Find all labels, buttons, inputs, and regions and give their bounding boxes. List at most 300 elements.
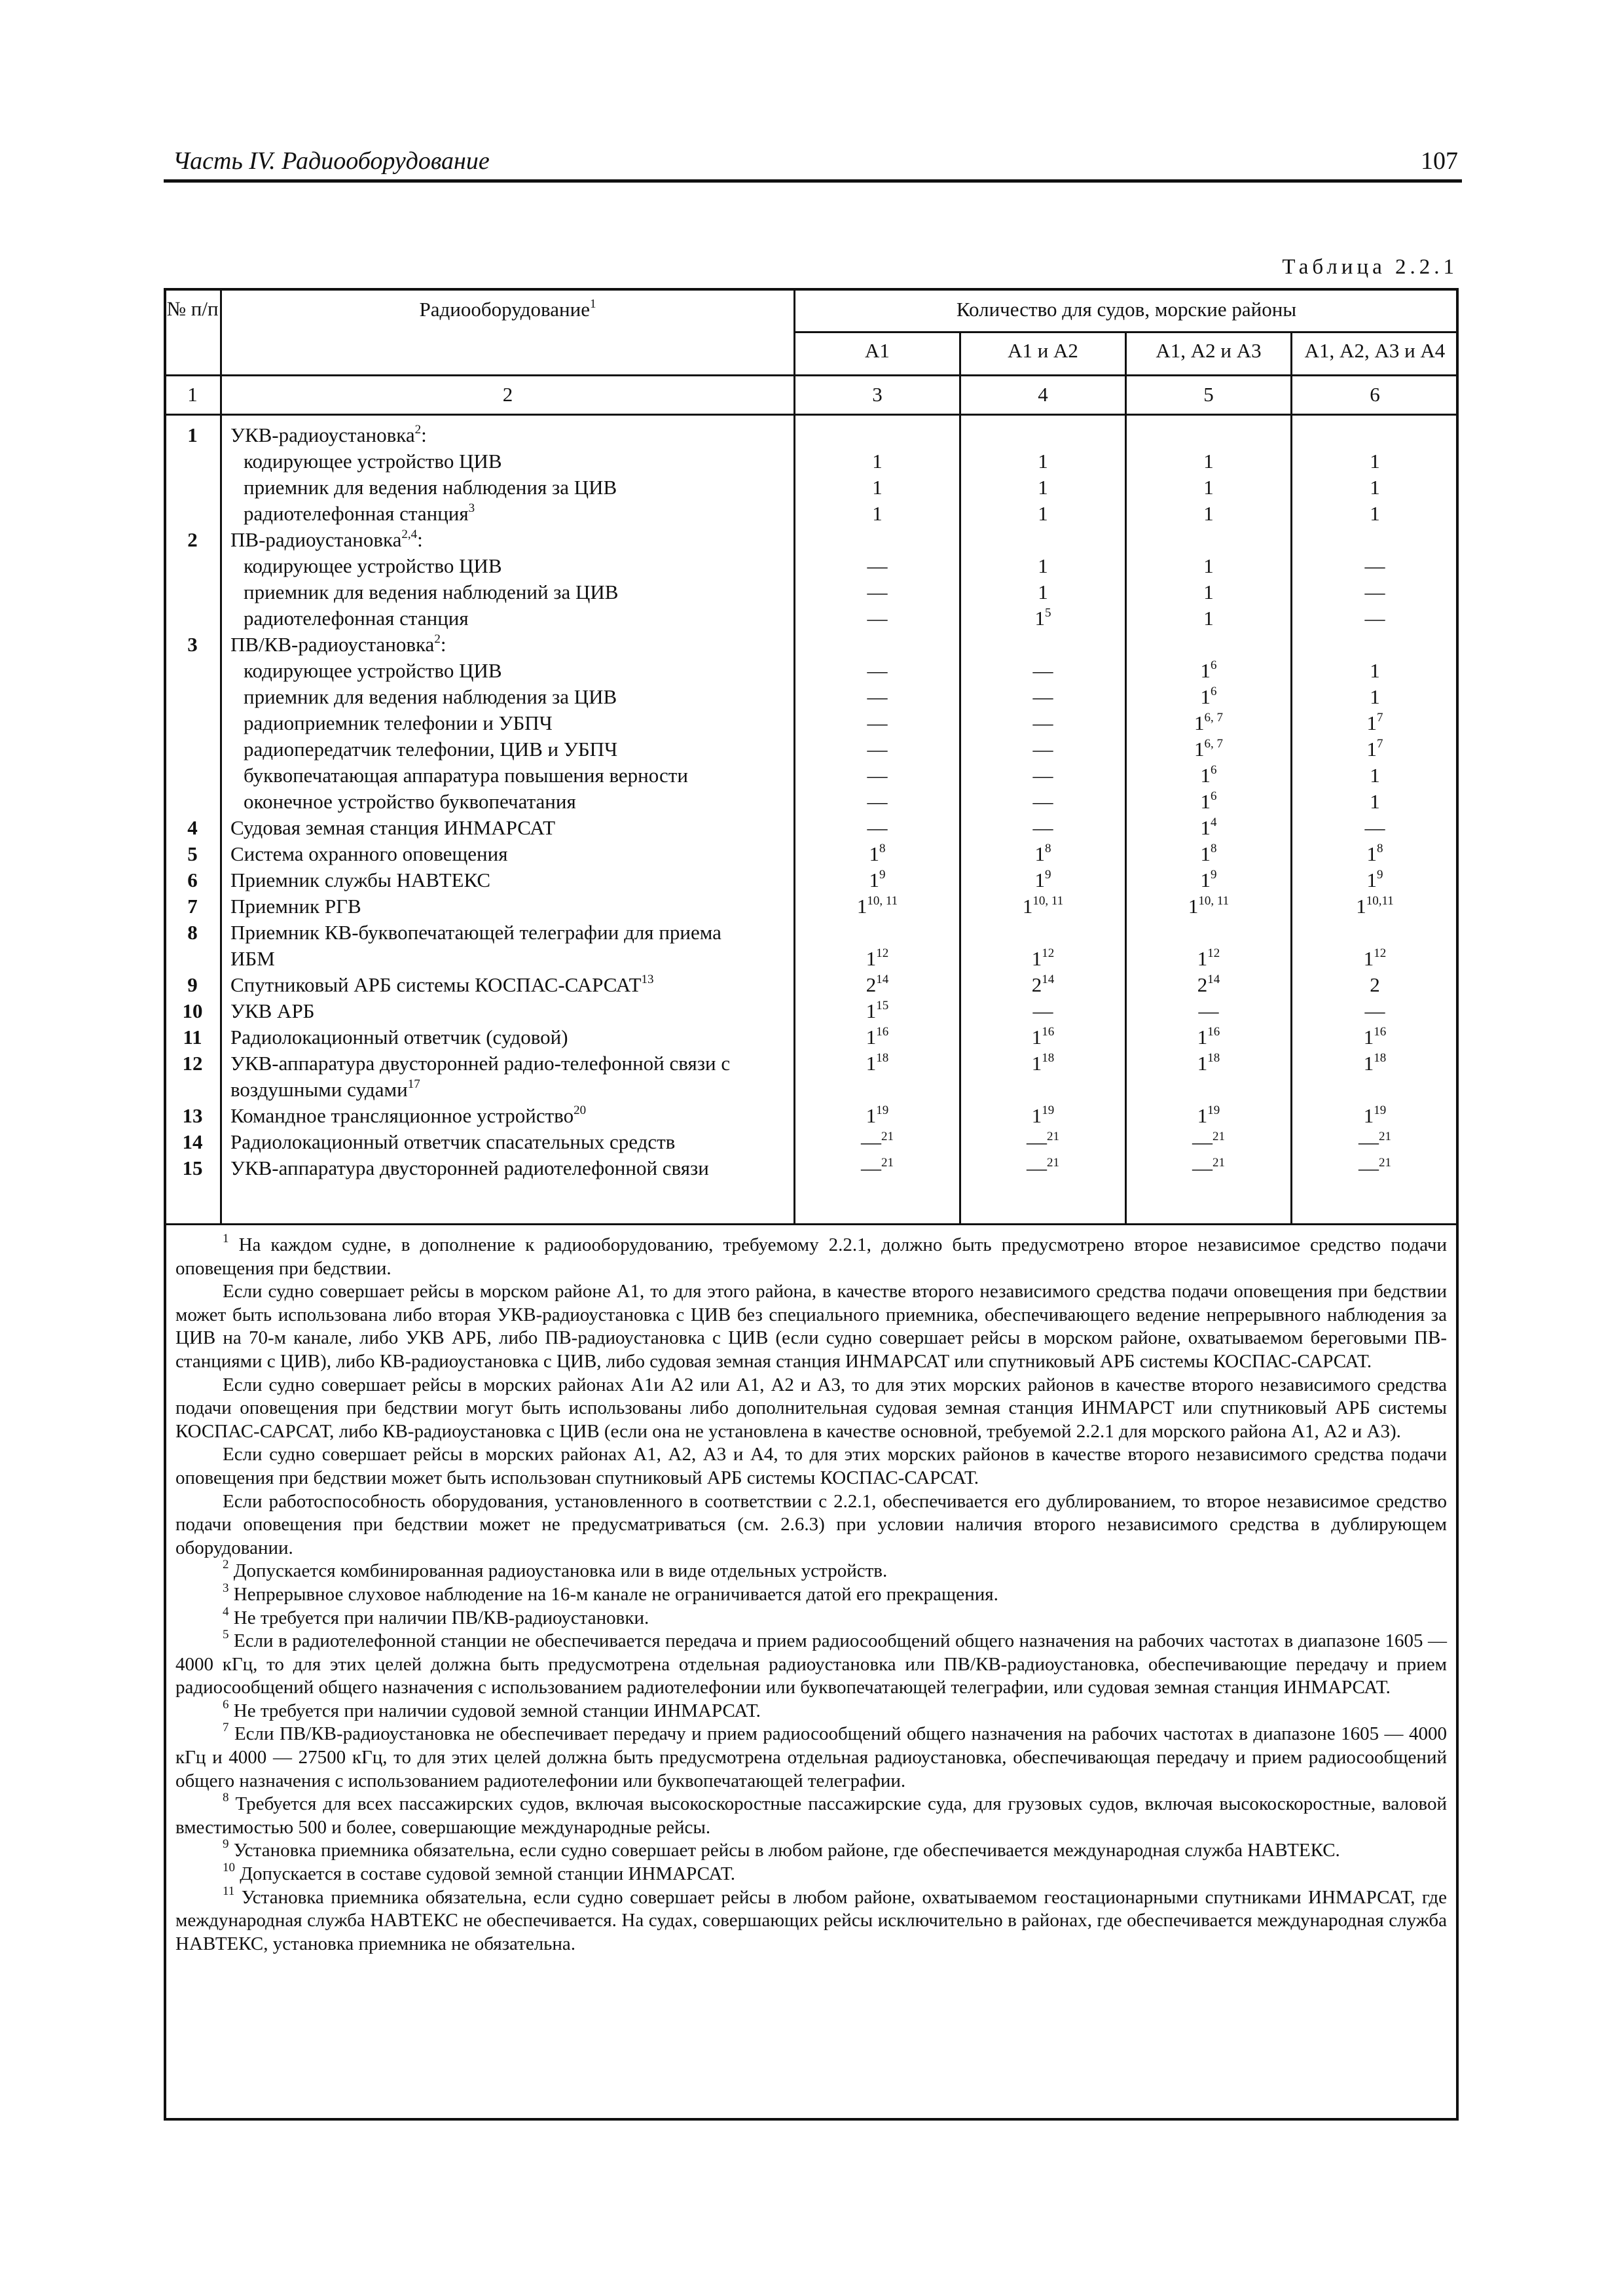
footnote-ref: 9 <box>1211 868 1217 882</box>
quantity-cell <box>1292 762 1457 789</box>
quantity-value: 1 <box>866 1026 877 1049</box>
footnote-ref: 21 <box>1047 1156 1059 1170</box>
quantity-value: 1 <box>1031 947 1042 970</box>
quantity-value: 2 <box>866 973 877 996</box>
quantity-value: 2 <box>1370 973 1380 996</box>
quantity-cell <box>961 736 1125 762</box>
quantity-value: 1 <box>866 999 877 1022</box>
quantity-cell <box>961 972 1125 998</box>
footnote-text: Установка приемника обязательна, если судно совершает рейсы в любом районе, охватываемом геостационарными спутниками ИНМАРСАТ, где международная служба НАВТЕКС не обеспечивается. На судах, совершающих рейсы исключительно в районах, где обеспечивается международная служба НАВТЕКС, установка приемника не обязательна. <box>175 1886 1448 1954</box>
quantity-value: — <box>1192 1130 1213 1153</box>
quantity-cell <box>1127 448 1290 475</box>
quantity-value: 1 <box>1197 947 1208 970</box>
quantity-cell <box>795 815 959 841</box>
table-caption: Таблица 2.2.1 <box>1282 255 1458 279</box>
quantity-value: — <box>1032 738 1053 761</box>
equipment-text: воздушными судами <box>230 1078 408 1101</box>
quantity-cell <box>1127 736 1290 762</box>
equipment-name <box>244 605 469 632</box>
quantity-value: 1 <box>1366 738 1377 761</box>
quantity-cell <box>1292 605 1457 632</box>
quantity-cell <box>795 998 959 1024</box>
quantity-cell <box>961 553 1125 579</box>
header-title: Часть IV. Радиооборудование <box>173 147 490 175</box>
quantity-value: 1 <box>1370 685 1380 708</box>
equipment-name <box>230 815 555 841</box>
equipment-text: радиопередатчик телефонии, ЦИВ и УБПЧ <box>244 738 618 761</box>
quantity-value: 1 <box>1203 476 1214 499</box>
footnote-ref: 18 <box>876 1051 889 1065</box>
equipment-text: Радиолокационный ответчик спасательных средств <box>230 1130 676 1153</box>
row-number: 3 <box>187 633 198 656</box>
quantity-cell <box>961 658 1125 684</box>
quantity-value: — <box>1359 1157 1379 1179</box>
footnote <box>175 1723 1447 1793</box>
quantity-cell <box>961 684 1125 710</box>
quantity-value: — <box>867 738 888 761</box>
quantity-cell <box>795 893 959 920</box>
footnote-ref: 12 <box>1207 946 1220 960</box>
row-number: 2 <box>187 528 198 551</box>
footnote-ref: 10,11 <box>1366 894 1394 908</box>
quantity-cell <box>1292 475 1457 501</box>
footnote-ref: 18 <box>1374 1051 1387 1065</box>
quantity-value: 2 <box>1031 973 1042 996</box>
quantity-value: — <box>1198 999 1219 1022</box>
quantity-value: 1 <box>1370 659 1380 682</box>
quantity-cell <box>1292 658 1457 684</box>
row-number: 9 <box>187 973 198 996</box>
equipment-text: Радиолокационный ответчик (судовой) <box>230 1026 568 1049</box>
quantity-value: 1 <box>1366 869 1377 891</box>
row-number: 10 <box>182 999 203 1022</box>
quantity-value: — <box>1032 790 1053 813</box>
quantity-value: 2 <box>1197 973 1208 996</box>
footnote-ref: 21 <box>1379 1130 1391 1143</box>
quantity-cell <box>1127 1024 1290 1050</box>
equipment-text: приемник для ведения наблюдений за ЦИВ <box>244 581 619 603</box>
quantity-cell <box>961 867 1125 893</box>
footnote-ref: 16 <box>1207 1025 1220 1039</box>
footnote-ref: 15 <box>876 999 889 1013</box>
quantity-cell <box>961 475 1125 501</box>
quantity-cell <box>961 998 1125 1024</box>
footnote-ref: 6 <box>1211 658 1217 672</box>
equipment-name <box>230 893 361 920</box>
footnote-ref: 20 <box>574 1103 587 1117</box>
footnote <box>175 1443 1447 1490</box>
quantity-value: 1 <box>1034 842 1045 865</box>
equipment-text: кодирующее устройство ЦИВ <box>244 659 502 682</box>
quantity-value: 1 <box>1197 1026 1208 1049</box>
equipment-text: УКВ АРБ <box>230 999 315 1022</box>
footnote-text: Допускается в составе судовой земной станции ИНМАРСАТ. <box>240 1863 735 1885</box>
footnote-number: 9 <box>223 1837 229 1852</box>
quantity-value: — <box>867 685 888 708</box>
quantity-cell <box>1127 1129 1290 1155</box>
quantity-value: — <box>867 816 888 839</box>
quantity-cell <box>961 789 1125 815</box>
row-number: 1 <box>187 423 198 446</box>
equipment-name <box>230 1103 586 1129</box>
quantity-value: 1 <box>1031 1104 1042 1127</box>
footnote-ref: 10, 11 <box>867 894 898 908</box>
quantity-value: 1 <box>1197 1104 1208 1127</box>
row-divider <box>165 414 1457 416</box>
quantity-value: 1 <box>1031 1026 1042 1049</box>
row-number: 11 <box>183 1026 202 1049</box>
footnote <box>175 1697 1447 1723</box>
quantity-cell <box>1292 867 1457 893</box>
equipment-text: УКВ-аппаратура двусторонней радиотелефонной связи <box>230 1157 709 1179</box>
quantity-value: 1 <box>1022 895 1033 918</box>
col-number: 6 <box>1370 383 1380 406</box>
quantity-value: 1 <box>1363 1052 1374 1075</box>
equipment-name <box>230 1155 709 1181</box>
header-area: А1, А2 и А3 <box>1156 339 1262 362</box>
equipment-text: оконечное устройство буквопечатания <box>244 790 576 813</box>
quantity-value: 1 <box>1200 764 1211 787</box>
footnote <box>175 1604 1447 1630</box>
footnote-ref: 2 <box>414 423 422 437</box>
equipment-text: Спутниковый АРБ системы КОСПАС-САРСАТ <box>230 973 642 996</box>
quantity-cell <box>1292 1024 1457 1050</box>
quantity-cell <box>1127 841 1290 867</box>
quantity-value: 1 <box>1356 895 1366 918</box>
footnote-ref: 19 <box>1042 1103 1055 1117</box>
quantity-value: — <box>861 1130 881 1153</box>
row-number: 7 <box>187 895 198 918</box>
footnote-ref: 5 <box>1045 606 1051 620</box>
footnote-ref: 17 <box>407 1077 420 1091</box>
equipment-name <box>244 475 617 501</box>
footnote <box>175 1793 1447 1839</box>
footnote-text: На каждом судне, в дополнение к радиооборудованию, требуемому 2.2.1, должно быть предусмотрено второе независимое средство подачи оповещения при бедствии. <box>175 1234 1448 1279</box>
header-quantity: Количество для судов, морские районы <box>956 298 1297 321</box>
quantity-cell <box>1127 815 1290 841</box>
footnote <box>175 1863 1447 1886</box>
footnote-ref: 9 <box>1045 868 1051 882</box>
quantity-value: 1 <box>1203 450 1214 473</box>
footnote-ref: 16 <box>1374 1025 1387 1039</box>
footnote <box>175 1630 1447 1700</box>
quantity-value: 1 <box>866 947 877 970</box>
quantity-value: 1 <box>1200 659 1211 682</box>
quantity-value: — <box>1032 764 1053 787</box>
footnote-number: 10 <box>223 1861 235 1875</box>
footnote-ref: 19 <box>1374 1103 1387 1117</box>
footnote-text: Допускается комбинированная радиоустановка или в виде отдельных устройств. <box>233 1560 888 1582</box>
quantity-value: 1 <box>872 502 883 525</box>
footnote-ref: 16 <box>1042 1025 1055 1039</box>
quantity-value: — <box>1027 1130 1047 1153</box>
quantity-cell <box>1292 972 1457 998</box>
quantity-value: 1 <box>1203 607 1214 630</box>
quantity-cell <box>1127 501 1290 527</box>
footnote-ref: 10, 11 <box>1032 894 1064 908</box>
quantity-cell <box>1127 605 1290 632</box>
quantity-cell <box>795 605 959 632</box>
quantity-cell <box>1127 893 1290 920</box>
equipment-name <box>244 658 502 684</box>
quantity-value: — <box>867 554 888 577</box>
footnote-ref: 2,4 <box>401 528 418 541</box>
equipment-name <box>244 736 617 762</box>
footnote-text: Если судно совершает рейсы в морских районах А1, А2, А3 и А4, то для этих морских районов в качестве второго независимого средства подачи оповещения при бедствии может быть использован спутниковый АРБ системы КОСПАС-САРСАТ. <box>175 1444 1447 1488</box>
footnote-text: Непрерывное слуховое наблюдение на 16-м канале не ограничивается датой его прекращения. <box>233 1583 998 1605</box>
footnote-number: 4 <box>223 1604 229 1619</box>
col-number: 4 <box>1038 383 1048 406</box>
quantity-cell <box>795 867 959 893</box>
quantity-cell <box>961 605 1125 632</box>
footnote-ref: 14 <box>1207 973 1220 986</box>
quantity-cell <box>1127 762 1290 789</box>
footnote-text: Если работоспособность оборудования, установленного в соответствии с 2.2.1, обеспечивается его дублированием, то второе независимое средство подачи оповещения при бедствии может не предусматриваться (см. 2.6.3) при условии наличия второго независимого средства в дублирующем оборудовании. <box>175 1490 1447 1558</box>
footnote-ref: 14 <box>1042 973 1055 986</box>
equipment-text: буквопечатающая аппаратура повышения верности <box>244 764 688 787</box>
equipment-text: Командное трансляционное устройство <box>230 1104 574 1127</box>
footnote-ref: 19 <box>876 1103 889 1117</box>
equipment-text: приемник для ведения наблюдения за ЦИВ <box>244 476 617 499</box>
equipment-suffix: : <box>421 423 427 446</box>
footnote-ref: 8 <box>1377 842 1383 855</box>
quantity-cell <box>961 448 1125 475</box>
quantity-cell <box>795 789 959 815</box>
equipment-text: Приемник РГВ <box>230 895 361 918</box>
quantity-cell <box>1127 710 1290 736</box>
quantity-cell <box>1127 998 1290 1024</box>
quantity-cell <box>795 448 959 475</box>
quantity-cell <box>961 815 1125 841</box>
quantity-value: — <box>867 659 888 682</box>
quantity-cell <box>1292 789 1457 815</box>
quantity-value: 1 <box>1370 476 1380 499</box>
quantity-cell <box>1127 658 1290 684</box>
quantity-cell <box>961 762 1125 789</box>
footnote-number: 2 <box>223 1558 229 1572</box>
quantity-value: — <box>867 711 888 734</box>
quantity-cell <box>1292 946 1457 972</box>
quantity-cell <box>795 710 959 736</box>
header-area: А1 и А2 <box>1008 339 1078 362</box>
row-number: 5 <box>187 842 198 865</box>
footnote <box>175 1839 1447 1863</box>
quantity-value: 1 <box>1038 476 1048 499</box>
equipment-name <box>244 501 475 527</box>
quantity-cell <box>795 972 959 998</box>
quantity-value: 1 <box>869 869 879 891</box>
footnote-ref: 8 <box>879 842 886 855</box>
quantity-cell <box>1127 867 1290 893</box>
quantity-value: 1 <box>1366 842 1377 865</box>
footnote-number: 5 <box>223 1628 229 1642</box>
equipment-suffix: : <box>440 633 447 656</box>
quantity-cell <box>795 658 959 684</box>
quantity-value: 1 <box>856 895 867 918</box>
quantity-cell <box>961 946 1125 972</box>
equipment-name <box>230 527 423 553</box>
quantity-value: — <box>1027 1157 1047 1179</box>
footnote-ref: 4 <box>1211 816 1217 829</box>
quantity-cell <box>1292 1103 1457 1129</box>
row-divider <box>165 374 1457 376</box>
running-header <box>164 145 1462 183</box>
quantity-value: — <box>1032 659 1053 682</box>
footnote-ref: 7 <box>1377 737 1383 751</box>
equipment-text: ИБМ <box>230 947 275 970</box>
footnote-ref: 12 <box>876 946 889 960</box>
col-number: 2 <box>502 383 513 406</box>
equipment-text: ПВ-радиоустановка <box>230 528 402 551</box>
quantity-cell <box>1292 841 1457 867</box>
quantity-value: 1 <box>1370 790 1380 813</box>
quantity-value: 1 <box>1034 607 1045 630</box>
quantity-cell <box>1127 684 1290 710</box>
quantity-cell <box>795 1050 959 1077</box>
footnote-ref: 8 <box>1045 842 1051 855</box>
equipment-name <box>244 762 688 789</box>
quantity-value: 1 <box>1038 581 1048 603</box>
equipment-text: УКВ-аппаратура двусторонней радио-телефонной связи с <box>230 1052 731 1075</box>
footnote <box>175 1490 1447 1560</box>
quantity-cell <box>961 841 1125 867</box>
quantity-value: — <box>1364 607 1385 630</box>
quantity-cell <box>961 710 1125 736</box>
footnote <box>175 1560 1447 1583</box>
footnote-text: Требуется для всех пассажирских судов, включая высокоскоростные пассажирские суда, для грузовых судов, включая высокоскоростные, валовой вместимостью 500 и более, совершающие международные рейсы. <box>175 1793 1448 1838</box>
quantity-cell <box>1127 1103 1290 1129</box>
quantity-value: — <box>1032 816 1053 839</box>
quantity-value: 1 <box>1197 1052 1208 1075</box>
footnote-ref: 2 <box>434 632 441 646</box>
quantity-value: 1 <box>1363 947 1374 970</box>
quantity-cell <box>1292 1155 1457 1181</box>
footnote-ref: 9 <box>879 868 886 882</box>
footnote-ref: 6 <box>1211 789 1217 803</box>
footnote-number: 6 <box>223 1697 229 1712</box>
footnote-divider <box>165 1223 1457 1225</box>
equipment-text: ПВ/КВ-радиоустановка <box>230 633 435 656</box>
row-number: 12 <box>182 1052 203 1075</box>
footnote-ref: 6 <box>1211 763 1217 777</box>
quantity-cell <box>1292 1050 1457 1077</box>
quantity-value: 1 <box>1194 711 1205 734</box>
footnote-ref: 19 <box>1207 1103 1220 1117</box>
footnote-ref: 18 <box>1207 1051 1220 1065</box>
quantity-cell <box>1292 448 1457 475</box>
equipment-name <box>230 946 275 972</box>
footnote-ref: 12 <box>1042 946 1055 960</box>
quantity-cell <box>961 893 1125 920</box>
quantity-cell <box>795 1103 959 1129</box>
quantity-cell <box>1292 710 1457 736</box>
quantity-cell <box>795 1155 959 1181</box>
row-number: 8 <box>187 921 198 944</box>
equipment-text: радиотелефонная станция <box>244 607 469 630</box>
quantity-value: 1 <box>1363 1104 1374 1127</box>
quantity-value: 1 <box>1038 450 1048 473</box>
quantity-cell <box>1127 579 1290 605</box>
quantity-value: — <box>867 764 888 787</box>
quantity-value: 1 <box>872 450 883 473</box>
quantity-value: — <box>1032 999 1053 1022</box>
equipment-name <box>230 841 507 867</box>
quantity-value: 1 <box>869 842 879 865</box>
row-number: 14 <box>182 1130 203 1153</box>
header-no: № п/п <box>166 297 219 320</box>
quantity-value: — <box>1364 816 1385 839</box>
quantity-value: 1 <box>1366 711 1377 734</box>
quantity-cell <box>1292 1129 1457 1155</box>
equipment-text: Система охранного оповещения <box>230 842 508 865</box>
equipment-name <box>230 1077 420 1103</box>
quantity-value: — <box>1192 1157 1213 1179</box>
equipment-name <box>244 553 502 579</box>
footnote-ref: 21 <box>1213 1156 1225 1170</box>
equipment-name <box>244 789 576 815</box>
quantity-value: — <box>1032 711 1053 734</box>
quantity-value: 1 <box>1188 895 1199 918</box>
col-divider <box>220 289 222 1225</box>
row-divider <box>793 331 1457 333</box>
quantity-cell <box>795 736 959 762</box>
equipment-suffix: : <box>417 528 423 551</box>
quantity-cell <box>1127 475 1290 501</box>
quantity-value: — <box>867 581 888 603</box>
quantity-cell <box>1292 579 1457 605</box>
quantity-cell <box>795 762 959 789</box>
footnote-ref: 9 <box>1377 868 1383 882</box>
quantity-value: 1 <box>1200 842 1211 865</box>
row-number: 4 <box>187 816 198 839</box>
quantity-value: 1 <box>866 1104 877 1127</box>
footnote-ref: 6, 7 <box>1204 711 1223 725</box>
header-equipment: Радиооборудование$^1$ <box>419 297 596 321</box>
footnote-text: Не требуется при наличии ПВ/КВ-радиоустановки. <box>233 1607 649 1628</box>
equipment-name <box>230 867 490 893</box>
equipment-name <box>230 1024 568 1050</box>
quantity-cell <box>795 1129 959 1155</box>
footnote-text: Если в радиотелефонной станции не обеспечивается передача и прием радиосообщений общего назначения на рабочих частотах в диапазоне 1605 — 4000 кГц, то для этих целей должна быть предусмотрена отдельная радиоустановка или ПВ/КВ-радиоустановка, обеспечивающие передачу и прием радиосообщений общего назначения с использованием радиотелефонии или буквопечатающей телеграфии, или судовая земная станция ИНМАРСАТ. <box>175 1630 1448 1698</box>
equipment-name <box>230 920 721 946</box>
quantity-value: — <box>861 1157 881 1179</box>
quantity-cell <box>1127 972 1290 998</box>
footnote-text: Если судно совершает рейсы в морском районе А1, то для этого района, в качестве второго независимого средства подачи оповещения при бедствии может быть использована либо вторая УКВ-радиоустановка с ЦИВ без специального приемника, обеспечивающего ведение непрерывного наблюдения за ЦИВ на 70-м канале, либо УКВ АРБ, либо ПВ-радиоустановка с ЦИВ (если судно совершает рейсы в морском районе, охватываемом береговыми ПВ-станциями с ЦИВ), либо КВ-радиоустановка с ЦИВ, либо судовая земная станция ИНМАРСАТ или спутниковый АРБ системы КОСПАС-САРСАТ. <box>175 1281 1447 1372</box>
quantity-cell <box>1127 1050 1290 1077</box>
footnote-ref: 21 <box>1379 1156 1391 1170</box>
col-number: 5 <box>1203 383 1214 406</box>
quantity-cell <box>1292 684 1457 710</box>
quantity-value: 1 <box>1203 581 1214 603</box>
equipment-name <box>230 1050 730 1077</box>
equipment-name <box>230 422 427 448</box>
footnote-number: 7 <box>223 1721 229 1735</box>
quantity-value: 1 <box>1034 869 1045 891</box>
equipment-text: кодирующее устройство ЦИВ <box>244 450 502 473</box>
quantity-value: — <box>1359 1130 1379 1153</box>
equipment-text: приемник для ведения наблюдения за ЦИВ <box>244 685 617 708</box>
col-number: 3 <box>872 383 883 406</box>
footnotes <box>175 1234 1447 1956</box>
quantity-cell <box>1292 815 1457 841</box>
header-area: А1, А2, А3 и А4 <box>1304 339 1446 362</box>
quantity-value: 1 <box>1203 554 1214 577</box>
footnote-text: Не требуется при наличии судовой земной станции ИНМАРСАТ. <box>233 1700 761 1721</box>
footnote-text: Установка приемника обязательна, если судно совершает рейсы в любом районе, где обеспечивается международная служба НАВТЕКС. <box>233 1840 1340 1861</box>
footnote-ref: 10, 11 <box>1198 894 1230 908</box>
quantity-value: 1 <box>1038 502 1048 525</box>
quantity-cell <box>1127 946 1290 972</box>
